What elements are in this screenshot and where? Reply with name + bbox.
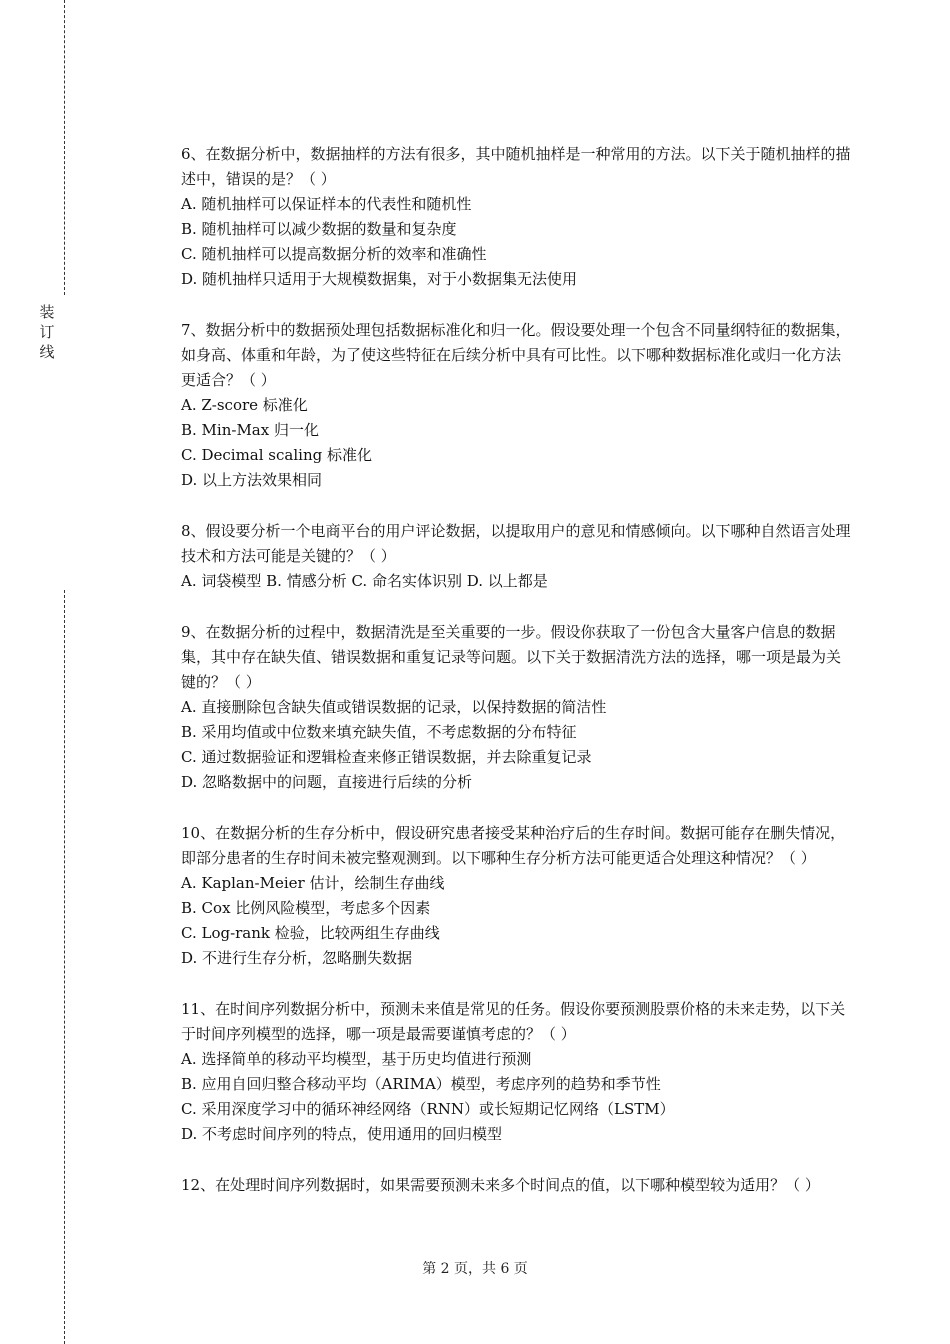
option-a: A. 随机抽样可以保证样本的代表性和随机性 [181,195,472,213]
option-c: C. 采用深度学习中的循环神经网络（RNN）或长短期记忆网络（LSTM） [181,1100,675,1118]
binding-label [38,302,56,362]
options-inline: A. 词袋模型 B. 情感分析 C. 命名实体识别 D. 以上都是 [181,572,548,590]
question-10 [181,821,851,971]
option-b: B. 采用均值或中位数来填充缺失值，不考虑数据的分布特征 [181,723,577,741]
question-stem: 6、在数据分析中，数据抽样的方法有很多，其中随机抽样是一种常用的方法。以下关于随机抽样的描述中，错误的是？（ ） [181,145,851,188]
option-d: D. 不进行生存分析，忽略删失数据 [181,949,413,967]
question-6 [181,142,851,292]
option-c: C. 随机抽样可以提高数据分析的效率和准确性 [181,245,487,263]
option-a: A. Z-score 标准化 [181,396,308,414]
option-b: B. Min-Max 归一化 [181,421,319,439]
option-d: D. 随机抽样只适用于大规模数据集，对于小数据集无法使用 [181,270,578,288]
question-9 [181,620,851,795]
question-12 [181,1173,851,1198]
question-stem: 8、假设要分析一个电商平台的用户评论数据，以提取用户的意见和情感倾向。以下哪种自然语言处理技术和方法可能是关键的？（ ） [181,522,851,565]
option-b: B. Cox 比例风险模型，考虑多个因素 [181,899,431,917]
question-stem: 7、数据分析中的数据预处理包括数据标准化和归一化。假设要处理一个包含不同量纲特征的数据集，如身高、体重和年龄，为了使这些特征在后续分析中具有可比性。以下哪种数据标准化或归一化方法更适合？（ ） [181,321,851,389]
option-a: A. Kaplan-Meier 估计，绘制生存曲线 [181,874,445,892]
binding-char: 装 [39,303,55,321]
question-list [181,142,851,1224]
option-b: B. 应用自回归整合移动平均（ARIMA）模型，考虑序列的趋势和季节性 [181,1075,661,1093]
option-d: D. 不考虑时间序列的特点，使用通用的回归模型 [181,1125,503,1143]
binding-char: 订 [39,323,55,341]
binding-dashed-line-top [64,0,65,295]
option-a: A. 直接删除包含缺失值或错误数据的记录，以保持数据的简洁性 [181,698,607,716]
question-7 [181,318,851,493]
binding-char: 线 [39,343,55,361]
option-d: D. 忽略数据中的问题，直接进行后续的分析 [181,773,473,791]
question-11 [181,997,851,1147]
option-b: B. 随机抽样可以减少数据的数量和复杂度 [181,220,457,238]
option-a: A. 选择简单的移动平均模型，基于历史均值进行预测 [181,1050,532,1068]
page-footer: 第 2 页，共 6 页 [422,1261,528,1277]
option-c: C. Log-rank 检验，比较两组生存曲线 [181,924,440,942]
question-stem: 12、在处理时间序列数据时，如果需要预测未来多个时间点的值，以下哪种模型较为适用？（ ） [181,1176,820,1194]
question-stem: 10、在数据分析的生存分析中，假设研究患者接受某种治疗后的生存时间。数据可能存在删失情况，即部分患者的生存时间未被完整观测到。以下哪种生存分析方法可能更适合处理这种情况？（ ） [181,824,846,867]
option-c: C. 通过数据验证和逻辑检查来修正错误数据，并去除重复记录 [181,748,592,766]
question-stem: 9、在数据分析的过程中，数据清洗是至关重要的一步。假设你获取了一份包含大量客户信息的数据集，其中存在缺失值、错误数据和重复记录等问题。以下关于数据清洗方法的选择，哪一项是最为关键的？（ ） [181,623,842,691]
binding-dashed-line-bottom [64,590,65,1344]
question-8 [181,519,851,594]
question-stem: 11、在时间序列数据分析中，预测未来值是常见的任务。假设你要预测股票价格的未来走势，以下关于时间序列模型的选择，哪一项是最需要谨慎考虑的？（ ） [181,1000,846,1043]
option-c: C. Decimal scaling 标准化 [181,446,372,464]
option-d: D. 以上方法效果相同 [181,471,323,489]
